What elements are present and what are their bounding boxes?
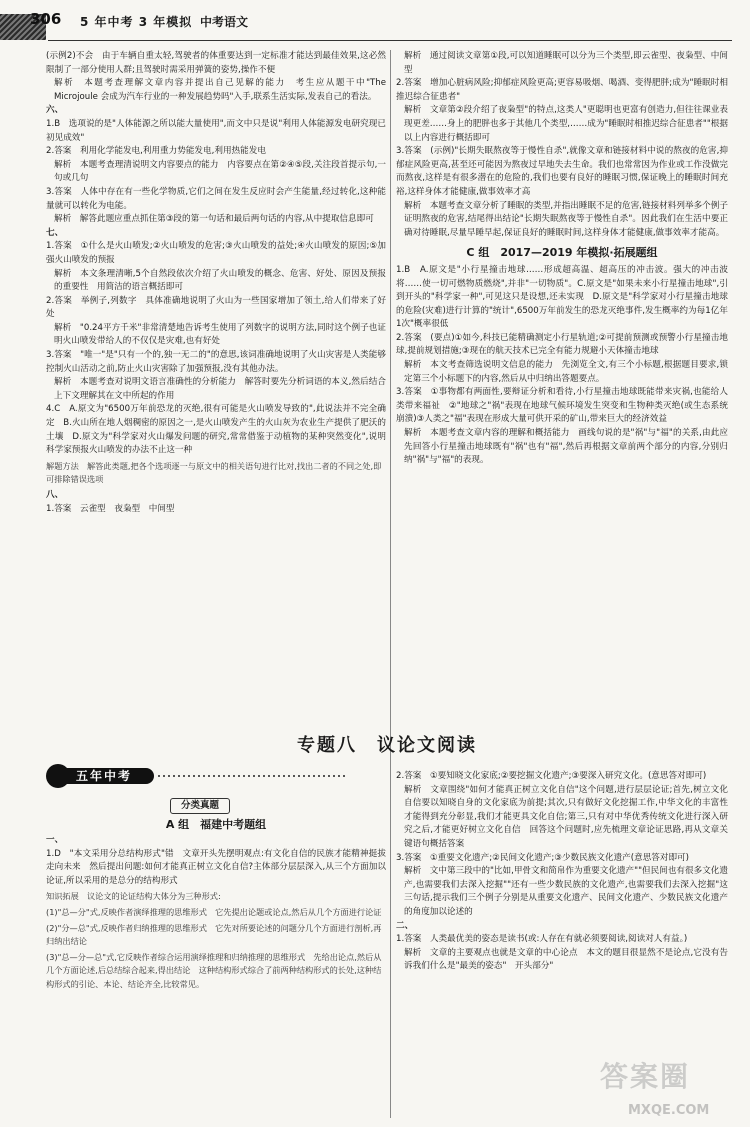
knowledge-item: (2)"分—总"式,反映作者归纳推理的思维形式 它先对所要论述的问题分几个方面进行剖析,再归纳出结论 [46, 922, 382, 947]
analysis-para: 解析 本题考查对说明文语言准确性的分析能力 解答时要先分析词语的本义,然后结合上下文理解其在文中所起的作用 [54, 377, 386, 401]
page-number: 306 [30, 10, 62, 28]
knowledge-tip: 知识拓展 议论文的论证结构大体分为三种形式: [46, 891, 221, 902]
answer-para: 2.答案 举例子,列数字 具体准确地说明了火山为一些国家增加了领土,给人们带来了好处 [46, 295, 386, 320]
analysis-para: 解析 解答此题应重点抓住第③段的第一句话和最后两句话的内容,从中提取信息即可 [54, 214, 374, 225]
analysis-para: 解析 文章第②段介绍了夜枭型"的特点,这类人"更聪明也更富有创造力,但往往课业表现更差……身上的肥胖也多于其他几个类型,……成为"睡眠时相推迟综合征患者""根据以上内容进行概括即可 [404, 105, 728, 143]
analysis-para: 解析 本文考查筛选说明文信息的能力 先浏览全文,有三个小标题,根据题目要求,锁定第三个小标题下的内容,然后从中归纳出答题要点。 [404, 360, 728, 384]
answer-para: 2.答案 增加心脏病风险;抑郁症风险更高;更容易吸烟、喝酒、变得肥胖;成为"睡眠时相推迟综合征患者" [396, 78, 728, 102]
analysis-para: 解析 本题考查文章分析了睡眠的类型,并指出睡眠不足的危害,链接材料列举多个例子证明熬夜的危害,结尾得出结论"长期失眠熬夜等于慢性自杀"。因此我们在生活中要正确对待睡眠,尽量早睡早起,保证良好的睡眠时间,这样身体才能健康,做事效率才能高。 [404, 200, 728, 238]
answer-para: (示例2)不会 由于车辆自重太轻,驾驶者的体重要达到一定标准才能达到最佳效果,这必然限制了一部分使用人群;且驾驶时需采用弹簧的姿势,操作不便 [46, 51, 386, 75]
analysis-para: 解析 本题考查文章内容的理解和概括能力 画线句说的是"祸"与"福"的关系,由此应先回答小行星撞击地球既有"祸"也有"福",然后再根据文章前两个部分的内容,分别归纳"祸"与"福"的表现。 [404, 428, 728, 466]
analysis-para: 解析 本题考查理清说明文内容要点的能力 内容要点在第②④⑤段,关注段首提示句,一句或几句 [54, 159, 386, 184]
subject-label: 中考语文 [200, 15, 249, 29]
badge-dotted-line [158, 775, 348, 777]
answer-para: 2.答案 利用化学能发电,利用重力势能发电,利用热能发电 [46, 146, 266, 157]
section-number: 二、 [396, 920, 414, 931]
answer-para: 4.C A.原文为"6500万年前恐龙的灭绝,很有可能是火山喷发导致的",此说法并不完全确定 B.火山所在地人烟稠密的原因之一,是火山喷发产生的火山灰为农业生产提供了肥沃的土壤 D.原文为"科学家对火山爆发问题的研究,常常借鉴于动植物的某种突然变化",说明科学家预报火山喷发的办法不止这一种 [46, 404, 386, 456]
left-column [46, 50, 386, 722]
five-year-badge [46, 764, 186, 788]
answer-para: 1.答案 ①什么是火山喷发;②火山喷发的危害;③火山喷发的益处;④火山喷发的原因;⑤加强火山喷发的预报 [46, 241, 386, 265]
analysis-para: 解析 "0.24平方千米"非常清楚地告诉考生使用了列数字的说明方法,同时这个例子也证明火山喷发带给人的不仅仅是灾难,也有好处 [54, 322, 386, 347]
category-label: 分类真题 [170, 798, 230, 814]
answer-para: 1.B 选项说的是"人体能源之所以能大量使用",而文中只是说"利用人体能源发电研究现已初见成效" [46, 118, 386, 143]
knowledge-item: (1)"总—分"式,反映作者演绎推理的思维形式 它先提出论题或论点,然后从几个方面进行论证 [46, 906, 382, 917]
header-rule [48, 40, 732, 41]
analysis-para: 解析 通过阅读文章第①段,可以知道睡眠可以分为三个类型,即云雀型、夜枭型、中间型 [404, 51, 728, 75]
answer-para: 2.答案 ①要知晓文化家底;②要挖掘文化遗产;③要深入研究文化。(意思答对即可) [396, 771, 707, 781]
group-a-header: A 组 福建中考题组 [165, 818, 267, 831]
answer-para: 3.答案 ①重要文化遗产;②民间文化遗产;③少数民族文化遗产(意思答对即可) [396, 852, 690, 863]
knowledge-item: (3)"总—分—总"式,它反映作者综合运用演绎推理和归纳推理的思维形式 先给出论点,然后从几个方面论述,后总结综合起来,得出结论 这种结构形式综合了前两种结构形式的长处,这种结构形式的引论、本论、结论齐全,比较常见。 [46, 951, 382, 989]
analysis-para: 解析 本文条理清晰,5个自然段依次介绍了火山喷发的概念、危害、好处、原因及预报的重要性 用简洁的语言概括即可 [54, 268, 386, 293]
analysis-para: 解析 文中第三段中的"比如,甲骨文和简帛作为重要文化遗产""但民间也有很多文化遗产,也需要我们去深入挖掘""还有一些少数民族的文化遗产,也需要我们去深入挖掘"这三句话,提示我们三个例子分别是从重要文化遗产、民间文化遗产、少数民族文化遗产的角度加以论述的 [404, 866, 728, 917]
analysis-para: 解析 文章的主要观点也就是文章的中心论点 本文的题目很显然不是论点,它没有告诉我们什么是"最美的姿态" 开头部分" [404, 947, 728, 972]
group-c-header: C 组 2017—2019 年模拟·拓展题组 [466, 246, 658, 260]
analysis-para: 解析 文章围绕"如何才能真正树立文化自信"这个问题,进行层层论证;首先,树立文化自信要以知晓自身的文化家底为前提;其次,只有做好文化挖掘工作,中华文化的丰富性才能得到充分彰显,我们才能更具文化自信;第三,只有对中华优秀传统文化进行深入研究之后,才能更好树立文化自信 回答这个问题时,应先梳理文章论证思路,再从文章关键语句概括答案 [404, 784, 728, 849]
watermark-text: 答案圈 [600, 1060, 691, 1093]
book-title: 5 年中考 3 年模拟 [80, 15, 193, 29]
right-column [396, 50, 728, 722]
answer-para: 1.D "本文采用分总结构形式"错 文章开头先摆明观点:有文化自信的民族才能精神挺拔走向未来 然后提出问题:如何才能真正树立文化自信?主体部分层层深入,从三个方面加以论证,所以采用的是总分的结构形式 [46, 848, 386, 886]
answer-para: 1.B A.原文是"小行星撞击地球……形成超高温、超高压的冲击波。强大的冲击波将……使一切可燃物质燃烧",并非"一切物质"。C.原文是"如果未来小行星撞击地球",引到开头的"科学家一种",可见这只是设想,还未实现 D.原文是"科学家对小行星撞击地球的危险(灾难)进行计算的"统计",6500万年前发生的恐龙灭绝事件,发生概率约为每1亿年1次"概率很低 [396, 264, 728, 330]
answer-para: 3.答案 "唯一"是"只有一个的,独一无二的"的意思,该词准确地说明了火山灾害是人类能够控制火山活动之前,防止火山灾害除了加强预报,没有其他办法。 [46, 350, 386, 374]
left-column-lower [46, 834, 386, 1120]
answer-para: 3.答案 ①事物都有两面性,要辩证分析和看待,小行星撞击地球既能带来灾祸,也能给人类带来福祉 ②"地球之"祸"表现在地球气候环境发生突变和生物种类灭绝(或生态系统崩溃)③人类之"福"表现在形成大量可供开采的矿山,带来巨大的经济效益 [396, 387, 728, 425]
topic-title: 专题八 议论文阅读 [297, 735, 477, 756]
watermark-url: MXQE.COM [628, 1103, 710, 1118]
section-number: 六、 [46, 105, 64, 116]
topic-title-bar [46, 728, 728, 764]
answer-para: 3.答案 (示例)"长期失眠熬夜等于慢性自杀",就像文章和链接材料中说的熬夜的危害,抑郁症风险更高,甚至还可能因为熬夜过早地失去生命。我们也常常因为作业或工作没做完而熬夜,这样是有很多潜在的危险的,我们也要有良好的睡眠习惯,保证晚上的睡眠时间充裕,这样身体才能健康,做事效率才高 [396, 146, 728, 197]
section-number: 八、 [46, 490, 64, 500]
section-number: 一、 [46, 835, 64, 845]
analysis-para: 解析 本题考查理解文章内容并提出自己见解的能力 考生应从题干中"The Microjoule 会成为汽车行业的一种发展趋势吗"入手,联系生活实际,发表自己的看法。 [54, 78, 386, 102]
column-divider [390, 50, 391, 1118]
answer-para: 2.答案 (要点)①如今,科技已能精确测定小行星轨道;②可提前预测或预警小行星撞击地球,提前规划措施;③现在的航天技术已完全有能力规避小天体撞击地球 [396, 332, 728, 357]
badge-label: 五年中考 [76, 769, 133, 783]
page-header [0, 0, 750, 44]
answer-para: 1.答案 人类最优美的姿态是读书(或:人存在有就必须要阅读,阅读对人有益。) [396, 934, 688, 945]
watermark-logo [600, 1060, 730, 1120]
answer-para: 1.答案 云雀型 夜枭型 中间型 [46, 503, 175, 514]
answer-para: 3.答案 人体中存在有一些化学物质,它们之间在发生反应时会产生能量,经过转化,这种能量就可以转化为电能。 [46, 186, 386, 211]
section-number: 七、 [46, 227, 64, 238]
method-tip: 解题方法 解答此类题,把各个选项逐一与原文中的相关语句进行比对,找出二者的不同之处,即可排除错误选项 [46, 460, 382, 485]
